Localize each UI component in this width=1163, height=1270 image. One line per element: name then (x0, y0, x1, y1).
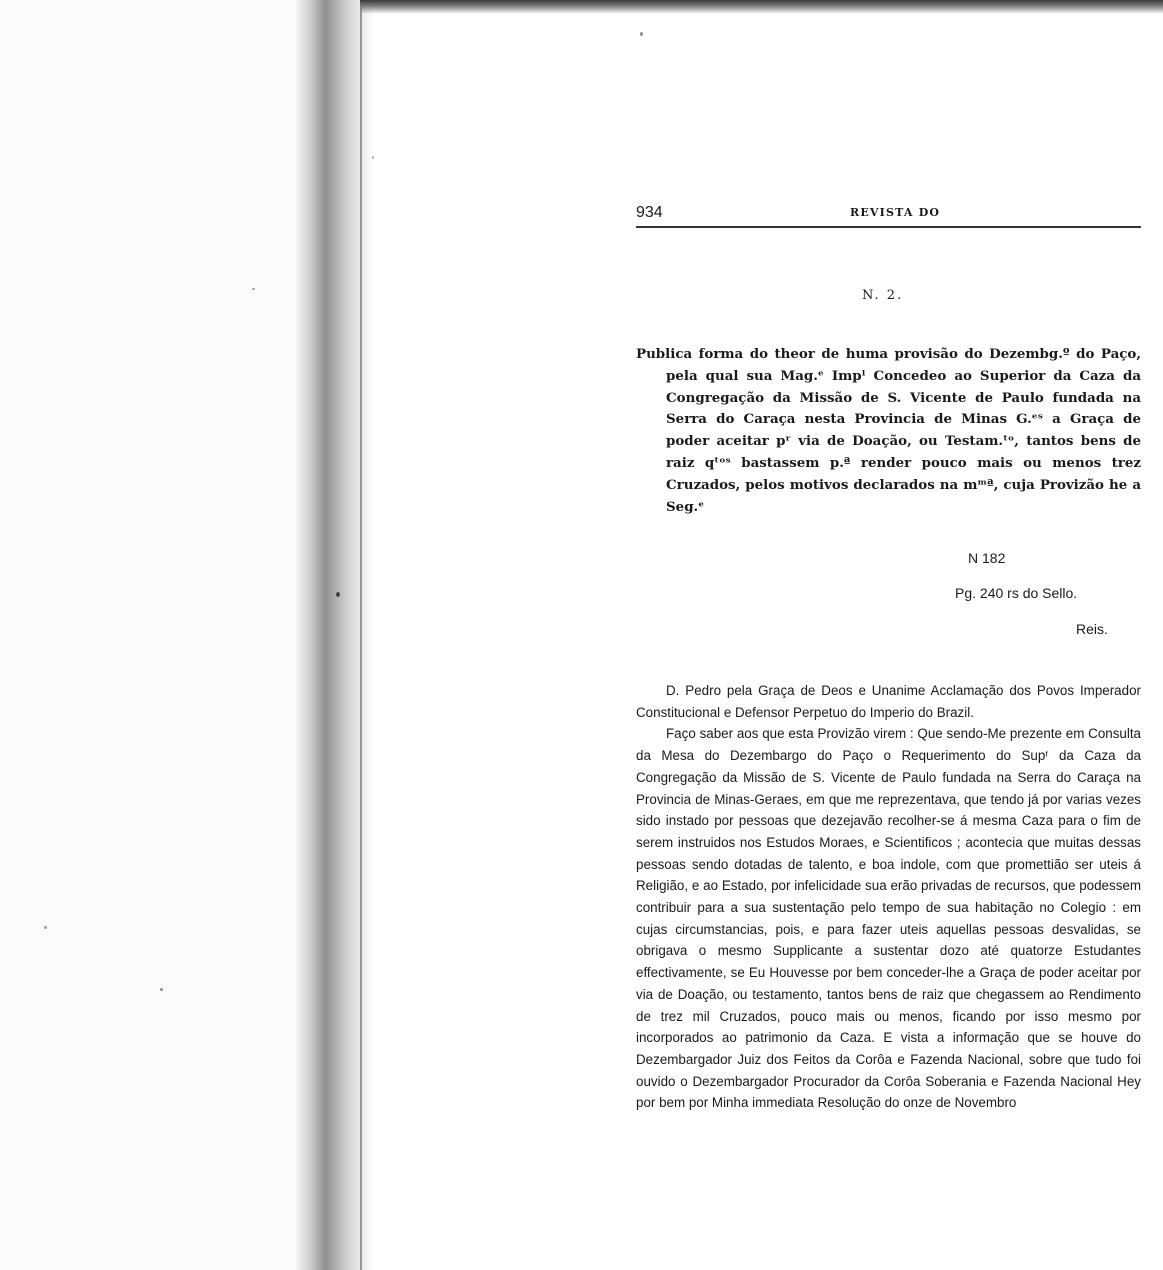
document-title-text: Publica forma do theor de huma provisão do Dezembg.º do Paço, pela qual sua Mag.ᵉ Impˡ Concedeo ao Superior da Caza da Congregação da Missão de S. Vicente de Paulo fundada na Serra do Caraça nesta Provincia de Minas G.ᵉˢ a Graça de poder aceitar pʳ via de Doação, ou Testam.ᵗᵒ, tantos bens de raiz qᵗᵒˢ bastassem p.ª render pouco mais ou menos trez Cruzados, pelos motivos declarados na mᵐª, cuja Provizão he a Seg.ᵉ (636, 346, 1141, 515)
stamp-number: N 182 (968, 550, 1006, 566)
stamp-reis: Reis. (1076, 621, 1108, 637)
page-header (636, 202, 1141, 228)
blank-left-page (0, 0, 300, 1270)
main-paragraph: Faço saber aos que esta Provizão virem : Que sendo-Me prezente em Consulta da Mesa do Dezembargo do Paço o Requerimento do Supʳ da Caza da Congregação da Missão de S. Vicente de Paulo fundada na Serra do Caraça na Provincia de Minas-Geraes, em que me reprezentava, que tendo já por varias vezes sido instado por pessoas que dezejavão recolher-se á mesma Caza para o fim de serem instruidos nos Estudos Moraes, e Scientificos ; acontecia que muitas dessas pessoas sendo dotadas de talento, e boa indole, com que promettião ser uteis á Religião, e ao Estado, por infelicidade sua erão privadas de recursos, que podessem contribuir para a sua sustentação pelo tempo de sua habitação no Colegio : em cujas circumstancias, pois, e para fazer uteis aquellas pessoas desvalidas, se obrigava o mesmo Supplicante a sustentar dozo até quatorze Estudantes effectivamente, se Eu Houvesse por bem conceder-lhe a Graça de poder aceitar por via de Doação, ou testamento, tantos bens de raiz que chegassem ao Rendimento de trez mil Cruzados, pouco mais ou menos, ficando por isso mesmo por incorporados ao patrimonio da Caza. E vista a informação que se houve do Dezembargador Juiz dos Feitos da Corôa e Fazenda Nacional, sobre que tudo foi ouvido o Dezembargador Procurador da Corôa Soberania e Fazenda Nacional Hey por bem por Minha immediata Resolução do onze de Novembro (636, 726, 1141, 1111)
scan-speck (160, 988, 163, 991)
document-title (636, 344, 1141, 518)
top-edge-shadow (360, 0, 1163, 14)
spine-edge-line (360, 0, 362, 1270)
scan-speck (44, 926, 47, 929)
scan-speck (372, 156, 374, 159)
document-number: N. 2. (862, 288, 904, 303)
body-text (636, 680, 1141, 1114)
page-number: 934 (636, 204, 663, 221)
scan-speck (640, 32, 643, 36)
scan-speck (252, 288, 255, 290)
opening-paragraph: D. Pedro pela Graça de Deos e Unanime Acclamação dos Povos Imperador Constitucional e Defensor Perpetuo do Imperio do Brazil. (636, 683, 1141, 720)
stamp-fee: Pg. 240 rs do Sello. (955, 585, 1078, 601)
scan-speck (336, 592, 340, 597)
book-spine-shadow (296, 0, 374, 1270)
running-head: REVISTA DO (850, 206, 941, 219)
